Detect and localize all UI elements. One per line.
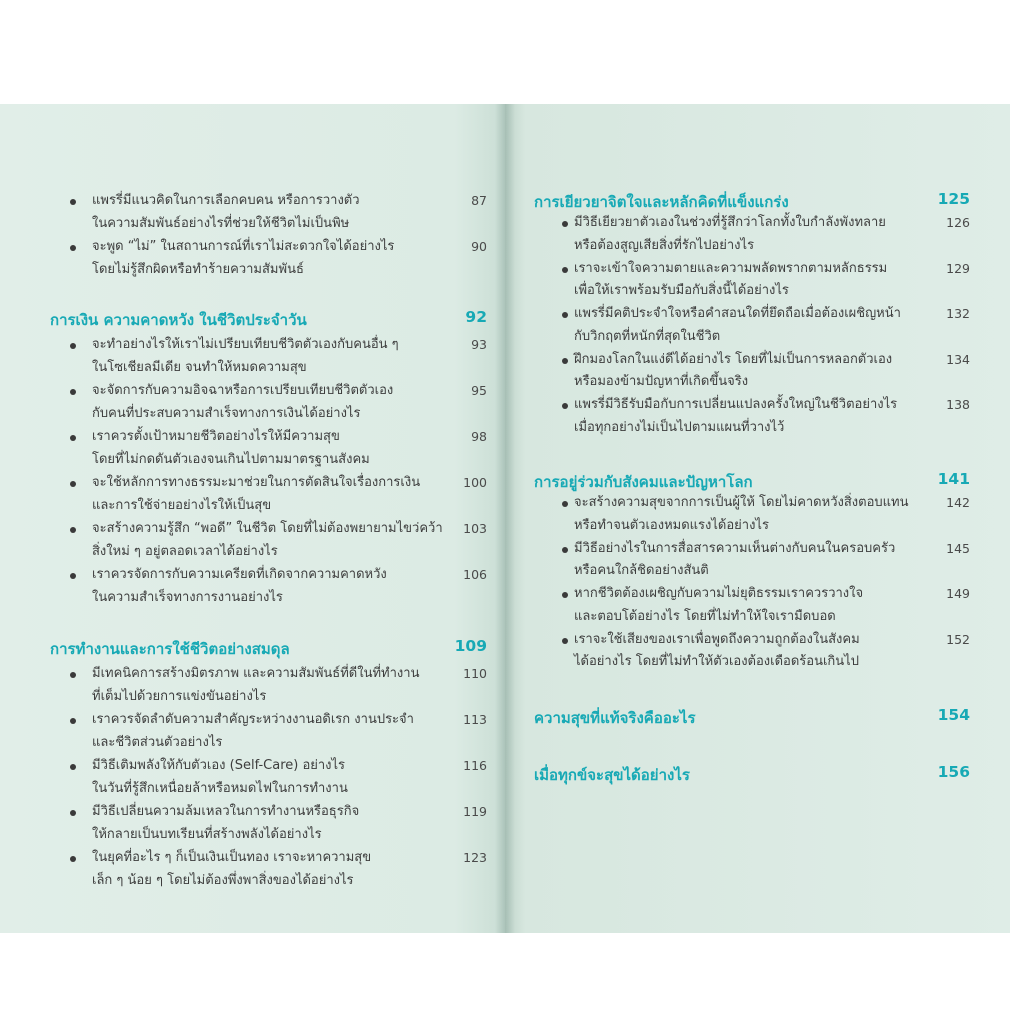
toc-entry-text <box>92 472 420 517</box>
toc-page-number: 110 <box>463 666 487 681</box>
bullet-dot-icon <box>70 573 76 579</box>
bullet-dot-icon <box>562 592 568 598</box>
toc-page-number: 138 <box>946 397 970 412</box>
toc-entry-line: ในความสำเร็จทางการงานอย่างไร <box>92 589 283 605</box>
toc-entry-text <box>92 518 443 563</box>
toc-entry-text <box>574 212 886 257</box>
toc-entry-line: หรือต้องสูญเสียสิ่งที่รักไปอย่างไร <box>574 237 755 253</box>
section-page-number: 125 <box>937 190 970 208</box>
toc-entry-line: โดยที่ไม่กดดันตัวเองจนเกินไปตามมาตรฐานสังคม <box>92 451 370 467</box>
toc-entry-text <box>92 847 371 892</box>
toc-entry-line: มีเทคนิคการสร้างมิตรภาพ และความสัมพันธ์ที่ดีในที่ทำงาน <box>92 666 420 681</box>
toc-entry <box>0 564 505 609</box>
bullet-dot-icon <box>562 221 568 227</box>
toc-entry-line: เราควรตั้งเป้าหมายชีวิตอย่างไรให้มีความสุข <box>92 429 340 444</box>
section-heading <box>0 306 505 332</box>
toc-entry-text <box>92 380 393 425</box>
toc-entry-line: มีวิธีอย่างไรในการสื่อสารความเห็นต่างกับคนในครอบครัว <box>574 540 896 556</box>
toc-entry <box>505 394 1010 439</box>
bullet-dot-icon <box>70 718 76 724</box>
toc-entry-line: ในความสัมพันธ์อย่างไรที่ช่วยให้ชีวิตไม่เป็นพิษ <box>92 215 350 231</box>
toc-entry-line: กับวิกฤตที่หนักที่สุดในชีวิต <box>574 328 721 344</box>
bullet-dot-icon <box>562 638 568 644</box>
bullet-dot-icon <box>70 199 76 205</box>
toc-entry-line: สิ่งใหม่ ๆ อยู่ตลอดเวลาได้อย่างไร <box>92 543 278 559</box>
toc-entry <box>505 492 1010 537</box>
toc-entry-line: จะพูด “ไม่” ในสถานการณ์ที่เราไม่สะดวกใจได้อย่างไร <box>92 239 395 254</box>
section-title: การเงิน ความคาดหวัง ในชีวิตประจำวัน <box>50 311 307 329</box>
toc-entry-text <box>574 492 908 537</box>
toc-entry <box>0 709 505 754</box>
section-heading <box>505 704 1010 730</box>
bullet-dot-icon <box>70 343 76 349</box>
toc-entry-line: แพรรี่มีคติประจำใจหรือคำสอนใดที่ยึดถือเมื่อต้องเผชิญหน้า <box>574 306 901 321</box>
toc-page-number: 145 <box>946 540 970 556</box>
toc-entry-line: แพรรี่มีแนวคิดในการเลือกคบคน หรือการวางตัว <box>92 193 360 208</box>
toc-entry-line: ให้กลายเป็นบทเรียนที่สร้างพลังได้อย่างไร <box>92 826 322 842</box>
toc-entry-line: เราจะเข้าใจความตายและความพลัดพรากตามหลักธรรม <box>574 260 888 276</box>
toc-entry-line: หรือมองข้ามปัญหาที่เกิดขึ้นจริง <box>574 374 749 389</box>
toc-entry <box>0 190 505 235</box>
toc-entry-line: ฝึกมองโลกในแง่ดีได้อย่างไร โดยที่ไม่เป็นการหลอกตัวเอง <box>574 351 893 367</box>
toc-entry-line: หรือคนใกล้ชิดอย่างสันติ <box>574 563 709 578</box>
toc-entry-line: มีวิธีเปลี่ยนความล้มเหลวในการทำงานหรือธุรกิจ <box>92 804 360 819</box>
section-page-number: 92 <box>465 308 487 326</box>
bullet-dot-icon <box>70 527 76 533</box>
section-title: เมื่อทุกข์จะสุขได้อย่างไร <box>534 766 690 784</box>
toc-entry <box>0 380 505 425</box>
toc-entry-text <box>574 258 887 303</box>
bullet-dot-icon <box>70 856 76 862</box>
toc-entry-line: หรือทำจนตัวเองหมดแรงได้อย่างไร <box>574 517 769 533</box>
toc-entry-line: มีวิธีเติมพลังให้กับตัวเอง (Self-Care) อย่างไร <box>92 758 346 773</box>
toc-entry-text <box>92 190 360 235</box>
toc-entry-text <box>92 334 399 379</box>
toc-entry-line: จะสร้างความสุขจากการเป็นผู้ให้ โดยไม่คาดหวังสิ่งตอบแทน <box>574 495 909 510</box>
section-heading <box>505 188 1010 214</box>
toc-entry-line: เราจะใช้เสียงของเราเพื่อพูดถึงความถูกต้องในสังคม <box>574 631 860 647</box>
toc-entry-line: แพรรี่มีวิธีรับมือกับการเปลี่ยนแปลงครั้งใหญ่ในชีวิตอย่างไร <box>574 397 898 412</box>
section-page-number: 156 <box>937 763 970 781</box>
section-page-number: 109 <box>454 637 487 655</box>
toc-entry-line: เราควรจัดการกับความเครียดที่เกิดจากความคาดหวัง <box>92 567 387 582</box>
toc-entry <box>0 426 505 471</box>
toc-page-number: 132 <box>946 306 970 321</box>
bullet-dot-icon <box>70 245 76 251</box>
toc-entry <box>0 518 505 563</box>
section-heading <box>505 468 1010 494</box>
toc-entry <box>505 212 1010 257</box>
toc-entry-text <box>574 538 895 583</box>
toc-page-number: 98 <box>471 429 487 444</box>
section-page-number: 141 <box>937 470 970 488</box>
toc-page-number: 152 <box>946 631 970 647</box>
section-page-number: 154 <box>937 706 970 724</box>
bullet-dot-icon <box>70 389 76 395</box>
bullet-dot-icon <box>562 403 568 409</box>
toc-page-number: 106 <box>463 567 487 582</box>
toc-page-number: 126 <box>946 215 970 230</box>
toc-entry-text <box>92 426 370 471</box>
toc-entry <box>0 334 505 379</box>
toc-page-number: 103 <box>463 521 487 536</box>
toc-entry-text <box>574 629 860 674</box>
toc-entry-line: ในวันที่รู้สึกเหนื่อยล้าหรือหมดไฟในการทำงาน <box>92 780 348 796</box>
toc-entry-line: และชีวิตส่วนตัวอย่างไร <box>92 734 223 750</box>
toc-entry-line: และตอบโต้อย่างไร โดยที่ไม่ทำให้ใจเรามืดบอด <box>574 608 836 624</box>
bullet-dot-icon <box>562 358 568 364</box>
bullet-dot-icon <box>562 312 568 318</box>
toc-page-number: 134 <box>946 351 970 367</box>
toc-entry-line: ในยุคที่อะไร ๆ ก็เป็นเงินเป็นทอง เราจะหาความสุข <box>92 850 372 865</box>
toc-page-number: 129 <box>946 260 970 276</box>
toc-page-number: 90 <box>471 239 487 254</box>
toc-entry-line: ที่เต็มไปด้วยการแข่งขันอย่างไร <box>92 688 267 704</box>
section-title: การอยู่ร่วมกับสังคมและปัญหาโลก <box>534 473 753 491</box>
toc-entry <box>505 349 1010 394</box>
bullet-dot-icon <box>70 435 76 441</box>
toc-entry-text <box>92 755 348 800</box>
toc-entry-text <box>574 394 897 439</box>
toc-entry-line: ในโซเชียลมีเดีย จนทำให้หมดความสุข <box>92 359 307 375</box>
section-title: ความสุขที่แท้จริงคืออะไร <box>534 709 696 727</box>
bullet-dot-icon <box>70 481 76 487</box>
toc-entry-line: ได้อย่างไร โดยที่ไม่ทำให้ตัวเองต้องเดือดร้อนเกินไป <box>574 654 859 669</box>
toc-entry-text <box>574 303 901 348</box>
toc-page-number: 100 <box>463 475 487 490</box>
toc-entry <box>0 847 505 892</box>
toc-entry-line: กับคนที่ประสบความสำเร็จทางการเงินได้อย่างไร <box>92 405 361 421</box>
bullet-dot-icon <box>562 501 568 507</box>
toc-entry-text <box>92 663 419 708</box>
toc-entry <box>505 583 1010 628</box>
toc-entry <box>505 303 1010 348</box>
toc-entry-line: เมื่อทุกอย่างไม่เป็นไปตามแผนที่วางไว้ <box>574 419 785 435</box>
toc-page-number: 119 <box>463 804 487 819</box>
toc-entry <box>505 629 1010 674</box>
toc-entry-line: โดยไม่รู้สึกผิดหรือทำร้ายความสัมพันธ์ <box>92 261 304 277</box>
left-page <box>0 104 505 933</box>
toc-entry-line: เพื่อให้เราพร้อมรับมือกับสิ่งนี้ได้อย่างไร <box>574 283 789 298</box>
toc-entry-line: จะสร้างความรู้สึก “พอดี” ในชีวิต โดยที่ไม่ต้องพยายามไขว่คว้า <box>92 521 443 536</box>
toc-entry-text <box>92 801 359 846</box>
toc-entry <box>0 472 505 517</box>
toc-entry-line: จะใช้หลักการทางธรรมะมาช่วยในการตัดสินใจเรื่องการเงิน <box>92 475 421 490</box>
toc-entry <box>505 258 1010 303</box>
bullet-dot-icon <box>70 810 76 816</box>
toc-entry-text <box>92 709 414 754</box>
bullet-dot-icon <box>70 764 76 770</box>
toc-page-number: 87 <box>471 193 487 208</box>
toc-entry-line: และการใช้จ่ายอย่างไรให้เป็นสุข <box>92 497 272 513</box>
toc-entry <box>0 801 505 846</box>
toc-entry-line: เล็ก ๆ น้อย ๆ โดยไม่ต้องพึ่งพาสิ่งของได้อย่างไร <box>92 872 354 888</box>
toc-page-number: 116 <box>463 758 487 773</box>
toc-page-number: 113 <box>463 712 487 727</box>
toc-entry-text <box>574 583 863 628</box>
toc-entry-line: จะจัดการกับความอิจฉาหรือการเปรียบเทียบชีวิตตัวเอง <box>92 383 394 398</box>
bullet-dot-icon <box>562 547 568 553</box>
section-heading <box>0 635 505 661</box>
book-spread <box>0 104 1010 933</box>
bullet-dot-icon <box>562 267 568 273</box>
toc-entry-text <box>92 236 394 281</box>
toc-entry-line: เราควรจัดลำดับความสำคัญระหว่างงานอดิเรก งานประจำ <box>92 712 414 727</box>
toc-entry-line: มีวิธีเยียวยาตัวเองในช่วงที่รู้สึกว่าโลกทั้งใบกำลังพังทลาย <box>574 215 886 230</box>
toc-entry <box>0 755 505 800</box>
section-title: การทำงานและการใช้ชีวิตอย่างสมดุล <box>50 640 290 658</box>
toc-entry <box>505 538 1010 583</box>
toc-page-number: 149 <box>946 586 970 601</box>
toc-entry <box>0 663 505 708</box>
toc-entry-text <box>574 349 892 394</box>
section-heading <box>505 761 1010 787</box>
section-title: การเยียวยาจิตใจและหลักคิดที่แข็งแกร่ง <box>534 193 789 211</box>
toc-page-number: 95 <box>471 383 487 398</box>
right-page <box>505 104 1010 933</box>
toc-page-number: 123 <box>463 850 487 865</box>
toc-page-number: 93 <box>471 337 487 352</box>
toc-entry-line: หากชีวิตต้องเผชิญกับความไม่ยุติธรรมเราควรวางใจ <box>574 586 864 601</box>
toc-entry-line: จะทำอย่างไรให้เราไม่เปรียบเทียบชีวิตตัวเองกับคนอื่น ๆ <box>92 337 399 352</box>
toc-page-number: 142 <box>946 495 970 510</box>
toc-entry <box>0 236 505 281</box>
bullet-dot-icon <box>70 672 76 678</box>
toc-entry-text <box>92 564 387 609</box>
